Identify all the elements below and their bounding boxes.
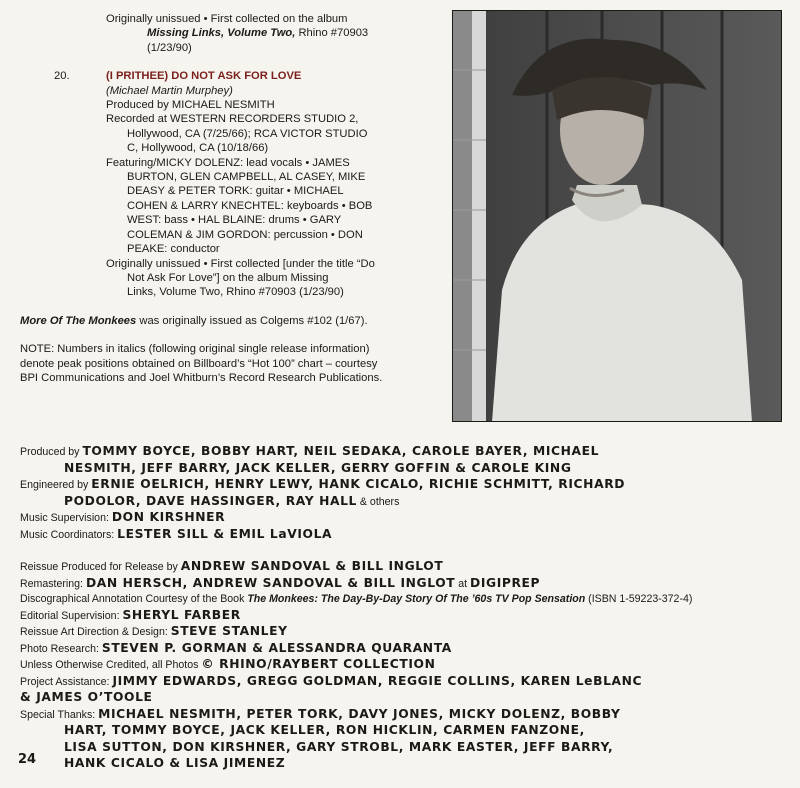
photo-illustration xyxy=(452,10,782,422)
liner-notes-top xyxy=(20,12,440,385)
musician-photo xyxy=(452,10,782,422)
track-20-header xyxy=(20,69,440,83)
original-album-title: More Of The Monkees xyxy=(20,314,137,327)
track-number: 20. xyxy=(54,70,70,83)
credit-reissue-produced: Reissue Produced for Release by ANDREW SANDOVAL & BILL INGLOT xyxy=(20,559,444,573)
featuring-block: Featuring/MICKY DOLENZ: lead vocals • JAMES BURTON, GLEN CAMPBELL, AL CASEY, MIKE DEASY & PETER TORK: guitar • MICHAEL COHEN & LARRY KNECHTEL: keyboards • BOB WEST: bass • HAL BLAINE: drums • GARY COLEMAN & JIM GORDON: percussion • DON PEAKE: conductor xyxy=(106,156,373,256)
recorded-block: Recorded at WESTERN RECORDERS STUDIO 2, Hollywood, CA (7/25/66); RCA VICTOR STUDIO C, Hollywood, CA (10/18/66) xyxy=(106,113,368,155)
credit-music-coordinators: Music Coordinators: LESTER SILL & EMIL LaVIOLA xyxy=(20,526,333,541)
credit-produced: Produced by TOMMY BOYCE, BOBBY HART, NEIL SEDAKA, CAROLE BAYER, MICHAEL xyxy=(20,444,600,458)
album-label: Rhino #70903 xyxy=(295,27,369,40)
chart-note: NOTE: Numbers in italics (following original single release information) denote peak positions obtained on Billboard’s “Hot 100” chart – courtesy BPI Communications and Joel Whitburn’s Record Research Publications. xyxy=(20,343,383,384)
credit-engineered: Engineered by ERNIE OELRICH, HENRY LEWY, HANK CICALO, RICHIE SCHMITT, RICHARD xyxy=(20,477,626,491)
prev-track-note-date: (1/23/90) xyxy=(147,41,192,54)
track-writer: (Michael Martin Murphey) xyxy=(106,84,233,97)
credit-photos: Unless Otherwise Credited, all Photos © RHINO/RAYBERT COLLECTION xyxy=(20,657,436,671)
prev-track-note-album xyxy=(20,26,440,40)
credit-editorial: Editorial Supervision: SHERYL FARBER xyxy=(20,607,241,622)
credit-art-direction: Reissue Art Direction & Design: STEVE STANLEY xyxy=(20,624,288,638)
unissued-block: Originally unissued • First collected [under the title “Do Not Ask For Love”] on the album Missing Links, Volume Two, Rhino #70903 (1/23/90) xyxy=(106,257,375,299)
credit-special-thanks: Special Thanks: MICHAEL NESMITH, PETER TORK, DAVY JONES, MICKY DOLENZ, BOBBY xyxy=(20,706,621,721)
prev-track-note-line1: Originally unissued • First collected on the album xyxy=(106,13,348,25)
credit-remastering: Remastering: DAN HERSCH, ANDREW SANDOVAL & BILL INGLOT at DIGIPREP xyxy=(20,575,541,590)
track-producer: Produced by MICHAEL NESMITH xyxy=(106,99,275,112)
album-credits: Produced by TOMMY BOYCE, BOBBY HART, NEIL SEDAKA, CAROLE BAYER, MICHAEL NESMITH, JEFF BARRY, JACK KELLER, GERRY GOFFIN & CAROLE KING Engineered by ERNIE OELRICH, HENRY LEWY, HANK CICALO, RICHIE SCHMITT, RICHARD PODOLOR, DAVE HASSINGER, RAY HALL & others Music Supervision: DON KIRSHNER Music Coordinators: LESTER SILL & EMIL LaVIOLA Reissue Produced for Release by ANDREW SANDOVAL & BILL INGLOT Remastering: DAN HERSCH, ANDREW SANDOVAL & BILL INGLOT at DIGIPREP Discographical Annotation Courtesy of the Book The Monkees: The Day-By-Day Story Of The ’60s TV Pop Sensation (ISBN 1-59223-372-4) Editorial Supervision: SHERYL FARBER Reissue Art Direction & Design: STEVE STANLEY Photo Research: STEVEN P. GORMAN & ALESSANDRA QUARANTA Unless Otherwise Credited, all Photos © RHINO/RAYBERT COLLECTION Project Assistance: JIMMY EDWARDS, GREGG GOLDMAN, REGGIE COLLINS, KAREN LeBLANC & JAMES O’TOOLE Special Thanks: MICHAEL NESMITH, PETER TORK, DAVY JONES, MICKY DOLENZ, BOBBY HART, TOMMY BOYCE, JACK KELLER, RON HICKLIN, CARMEN FANZONE, LISA SUTTON, DON KIRSHNER, GARY STROBL, MARK EASTER, JEFF BARRY, HANK CICALO & LISA JIMENEZ xyxy=(20,444,780,773)
credit-photo-research: Photo Research: STEVEN P. GORMAN & ALESSANDRA QUARANTA xyxy=(20,640,452,655)
page-number: 24 xyxy=(18,752,37,767)
credit-discographical: Discographical Annotation Courtesy of the Book The Monkees: The Day-By-Day Story Of The ’60s TV Pop Sensation (ISBN 1-59223-372-4) xyxy=(20,593,693,605)
credit-project-assistance: Project Assistance: JIMMY EDWARDS, GREGG GOLDMAN, REGGIE COLLINS, KAREN LeBLANC xyxy=(20,673,643,688)
credit-music-supervision: Music Supervision: DON KIRSHNER xyxy=(20,510,226,524)
track-title: (I PRITHEE) DO NOT ASK FOR LOVE xyxy=(106,70,302,83)
original-issue-note: More Of The Monkees was originally issued as Colgems #102 (1/67). xyxy=(20,314,368,327)
album-title: Missing Links, Volume Two, xyxy=(147,27,296,40)
